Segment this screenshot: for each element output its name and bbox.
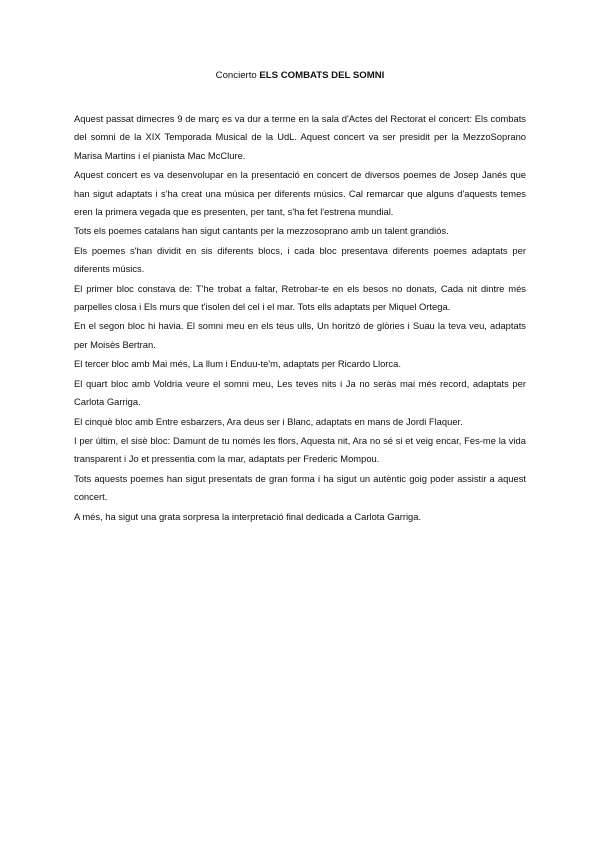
paragraph-12: A més, ha sigut una grata sorpresa la interpretació final dedicada a Carlota Garriga. — [74, 510, 422, 522]
paragraph-2: Aquest concert es va desenvolupar en la presentació en concert de diversos poemes de Josep Janés que han sigut adaptats i s'ha creat una música per diferents músics. Cal remarcar que alguns d'aquests temes eren la primera vegada que es presenten, per tant, s'ha fet l'estrena mundial. — [74, 169, 526, 218]
paragraph-11: Tots aquests poemes han sigut presentats de gran forma i ha sigut un autèntic goig poder assistir a aquest concert. — [74, 472, 526, 503]
title-prefix: Concierto — [215, 70, 260, 81]
paragraph-10: I per últim, el sisè bloc: Damunt de tu només les flors, Aquesta nit, Ara no sé si et veig encar, Fes-me la vida transparent i Jo et pressentia com la mar, adaptats per Frederic Mompou. — [74, 434, 526, 465]
document-title — [0, 70, 600, 81]
paragraph-6: En el segon bloc hi havia. El somni meu en els teus ulls, Un horitzó de glòries i Suau la teva veu, adaptats per Moisès Bertran. — [74, 320, 526, 350]
paragraph-4: Els poemes s'han dividit en sis diferents blocs, i cada bloc presentava diferents poemes adaptats per diferents músics. — [74, 244, 526, 275]
title-bold: ELS COMBATS DEL SOMNI — [259, 70, 385, 81]
paragraph-8: El quart bloc amb Voldria veure el somni meu, Les teves nits i Ja no seràs mai més record, adaptats per Carlota Garriga. — [74, 377, 526, 408]
paragraph-3: Tots els poemes catalans han sigut cantants per la mezzosoprano amb un talent grandiós. — [74, 225, 449, 237]
paragraph-9: El cinquè bloc amb Entre esbarzers, Ara deus ser i Blanc, adaptats en mans de Jordi Flaquer. — [74, 415, 463, 427]
paragraph-7: El tercer bloc amb Mai més, La llum i Enduu-te'm, adaptats per Ricardo Llorca. — [74, 358, 401, 370]
paragraph-1: Aquest passat dimecres 9 de març es va dur a terme en la sala d'Actes del Rectorat el concert: Els combats del somni de la XIX Temporada Musical de la UdL. Aquest concert va ser presidit per la MezzoSoprano Marisa Martins i el pianista Mac McClure. — [74, 113, 526, 161]
document-body — [74, 110, 526, 527]
paragraph-5: El primer bloc constava de: T'he trobat a faltar, Retrobar-te en els besos no donats, Cada nit dintre més parpelles closa i Els murs que t'isolen del cel i el mar. Tots ells adaptats per Miquel Ortega. — [74, 282, 526, 313]
